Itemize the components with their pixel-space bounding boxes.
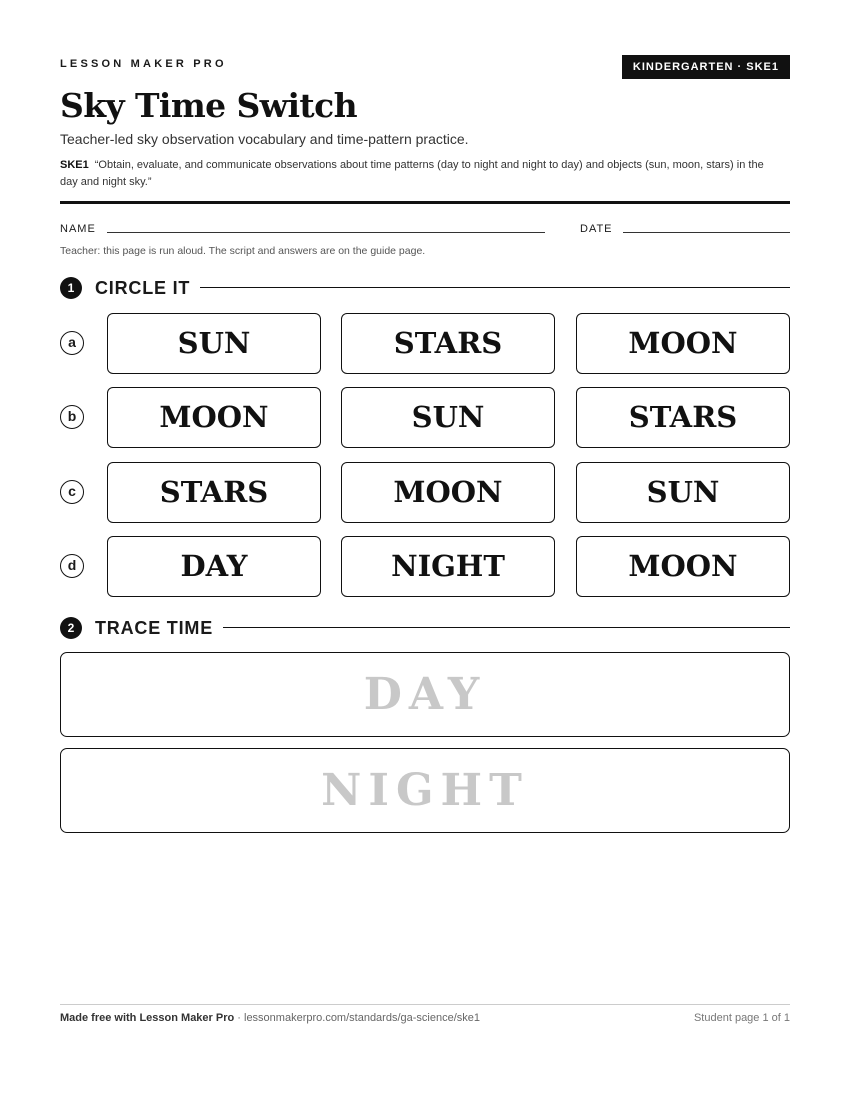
section-trace-time-header <box>60 616 790 640</box>
name-write-line[interactable] <box>107 232 545 233</box>
header-divider <box>60 201 790 204</box>
page-subtitle: Teacher-led sky observation vocabulary and time-pattern practice. <box>60 131 469 147</box>
circle-row-d <box>60 536 790 598</box>
footer-page-number: Student page 1 of 1 <box>693 1012 790 1024</box>
teacher-note: Teacher: this page is run aloud. The script and answers are on the guide page. <box>60 245 426 257</box>
standard-code: SKE1 <box>60 159 89 171</box>
trace-box-day[interactable]: DAY <box>60 652 790 737</box>
grade-badge: KINDERGARTEN · SKE1 <box>622 55 790 79</box>
section-title: TRACE TIME <box>95 616 223 640</box>
standard-description: “Obtain, evaluate, and communicate observations about time patterns (day to night and night to day) and objects (sun, moon, stars) in the day and night sky.” <box>60 159 764 188</box>
word-card[interactable]: MOON <box>107 387 321 448</box>
date-label: DATE <box>580 223 613 235</box>
circle-row-b <box>60 387 790 449</box>
section-number-badge: 1 <box>60 277 82 299</box>
word-card[interactable]: STARS <box>341 313 555 374</box>
word-card[interactable]: MOON <box>576 313 790 374</box>
row-letter-badge: a <box>60 331 84 355</box>
circle-row-a <box>60 313 790 375</box>
word-card[interactable]: DAY <box>107 536 321 597</box>
row-letter-badge: b <box>60 405 84 429</box>
word-card[interactable]: STARS <box>576 387 790 448</box>
brand-name: LESSON MAKER PRO <box>60 58 227 70</box>
standard-text <box>60 157 780 191</box>
word-card[interactable]: SUN <box>341 387 555 448</box>
word-card[interactable]: MOON <box>341 462 555 523</box>
circle-row-c <box>60 462 790 524</box>
name-label: NAME <box>60 223 96 235</box>
page-title: Sky Time Switch <box>60 86 357 125</box>
row-letter-badge: c <box>60 480 84 504</box>
date-write-line[interactable] <box>623 232 790 233</box>
footer-divider <box>60 1004 790 1005</box>
footer-credit <box>60 1012 480 1024</box>
footer-url[interactable]: · lessonmakerpro.com/standards/ga-science/ske1 <box>237 1012 481 1024</box>
word-card[interactable]: SUN <box>576 462 790 523</box>
row-letter-badge: d <box>60 554 84 578</box>
section-title: CIRCLE IT <box>95 276 200 300</box>
word-card[interactable]: NIGHT <box>341 536 555 597</box>
footer-made-by: Made free with Lesson Maker Pro <box>60 1012 235 1024</box>
word-card[interactable]: SUN <box>107 313 321 374</box>
word-card[interactable]: MOON <box>576 536 790 597</box>
trace-box-night[interactable]: NIGHT <box>60 748 790 833</box>
section-circle-it-header <box>60 276 790 300</box>
word-card[interactable]: STARS <box>107 462 321 523</box>
worksheet-page <box>60 0 790 1100</box>
section-number-badge: 2 <box>60 617 82 639</box>
